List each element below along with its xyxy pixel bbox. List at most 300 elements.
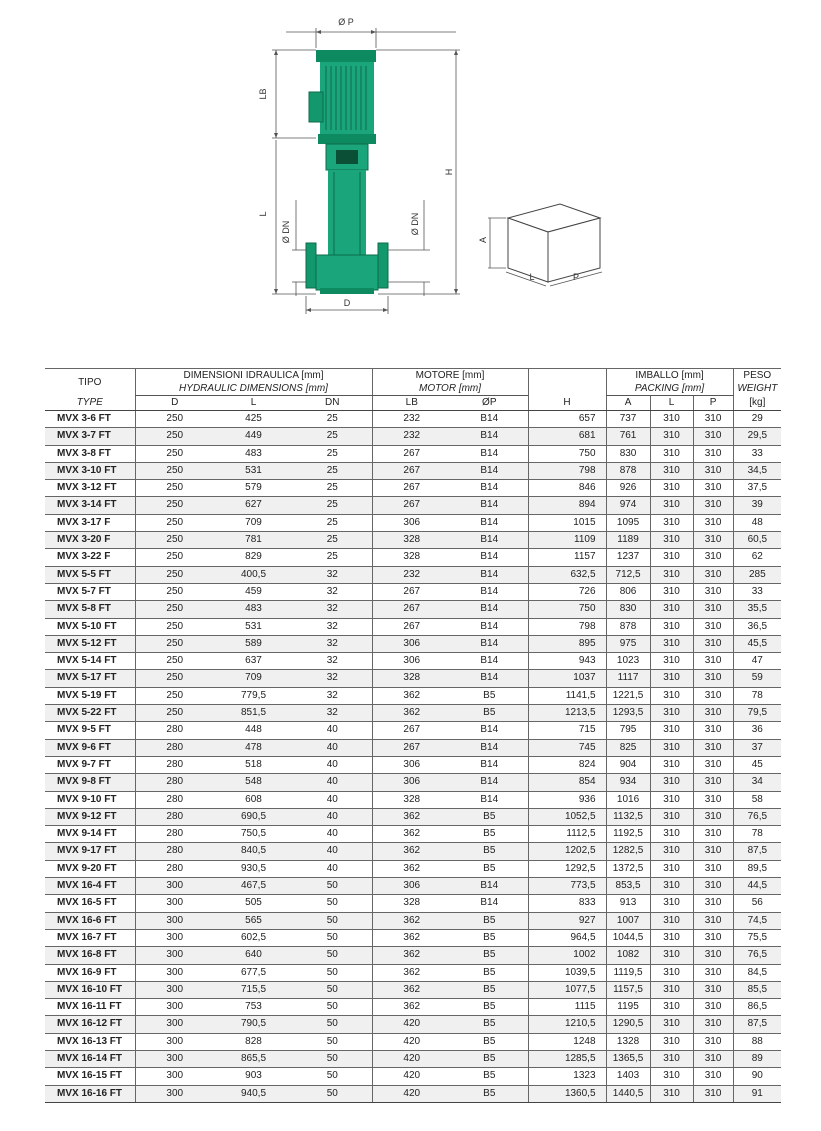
cell-kg: 78 <box>733 826 781 843</box>
cell-d: 300 <box>135 1016 214 1033</box>
cell-dn: 32 <box>293 653 372 670</box>
cell-p-motor: B14 <box>451 549 528 566</box>
cell-l: 400,5 <box>214 566 293 583</box>
cell-l-pack: 310 <box>650 445 693 462</box>
cell-l-pack: 310 <box>650 514 693 531</box>
cell-h: 833 <box>528 895 606 912</box>
cell-type: MVX 5-19 FT <box>45 687 135 704</box>
cell-p-motor: B14 <box>451 497 528 514</box>
table-row <box>45 549 781 566</box>
cell-p-motor: B14 <box>451 774 528 791</box>
cell-lb: 267 <box>372 583 451 600</box>
cell-type: MVX 16-11 FT <box>45 999 135 1016</box>
cell-p-motor: B14 <box>451 532 528 549</box>
cell-kg: 74,5 <box>733 912 781 929</box>
cell-lb: 267 <box>372 480 451 497</box>
table-row <box>45 964 781 981</box>
cell-l-pack: 310 <box>650 670 693 687</box>
cell-d: 280 <box>135 826 214 843</box>
cell-l-pack: 310 <box>650 964 693 981</box>
header-peso: PESO <box>733 369 781 383</box>
cell-type: MVX 16-16 FT <box>45 1085 135 1102</box>
cell-d: 280 <box>135 791 214 808</box>
cell-type: MVX 5-7 FT <box>45 583 135 600</box>
cell-l-pack: 310 <box>650 929 693 946</box>
cell-l-pack: 310 <box>650 739 693 756</box>
terminal-box <box>309 92 323 122</box>
cell-kg: 62 <box>733 549 781 566</box>
cell-a: 1044,5 <box>606 929 650 946</box>
cell-l: 750,5 <box>214 826 293 843</box>
cell-d: 280 <box>135 774 214 791</box>
cell-lb: 306 <box>372 756 451 773</box>
cell-a: 1189 <box>606 532 650 549</box>
packing-box <box>508 204 600 282</box>
cell-a: 1195 <box>606 999 650 1016</box>
col-d: D <box>135 396 214 411</box>
cell-h: 750 <box>528 601 606 618</box>
dimensions-table <box>45 368 781 1103</box>
cell-dn: 32 <box>293 566 372 583</box>
cell-p-motor: B14 <box>451 462 528 479</box>
cell-dn: 50 <box>293 1068 372 1085</box>
table-row <box>45 722 781 739</box>
cell-d: 280 <box>135 808 214 825</box>
cell-a: 761 <box>606 428 650 445</box>
cell-h: 1248 <box>528 1033 606 1050</box>
cell-h: 1052,5 <box>528 808 606 825</box>
col-p-motor: ØP <box>451 396 528 411</box>
cell-p-pack: 310 <box>693 583 733 600</box>
cell-p-motor: B14 <box>451 791 528 808</box>
cell-l-pack: 310 <box>650 566 693 583</box>
cell-kg: 76,5 <box>733 808 781 825</box>
cell-type: MVX 9-12 FT <box>45 808 135 825</box>
cell-p-motor: B14 <box>451 895 528 912</box>
cell-p-motor: B5 <box>451 705 528 722</box>
cell-type: MVX 16-5 FT <box>45 895 135 912</box>
cell-a: 737 <box>606 411 650 428</box>
cell-h: 1115 <box>528 999 606 1016</box>
cell-l: 627 <box>214 497 293 514</box>
cell-type: MVX 16-14 FT <box>45 1050 135 1067</box>
cell-d: 280 <box>135 739 214 756</box>
box-label-a: A <box>478 236 488 244</box>
cell-l-pack: 310 <box>650 635 693 652</box>
cell-p-motor: B14 <box>451 411 528 428</box>
cell-d: 300 <box>135 964 214 981</box>
cell-type: MVX 3-10 FT <box>45 462 135 479</box>
pump-dimension-drawing <box>0 0 821 340</box>
table-row <box>45 791 781 808</box>
cell-lb: 306 <box>372 774 451 791</box>
cell-p-pack: 310 <box>693 739 733 756</box>
cell-dn: 50 <box>293 1050 372 1067</box>
cell-d: 280 <box>135 722 214 739</box>
cell-kg: 44,5 <box>733 878 781 895</box>
cell-d: 300 <box>135 929 214 946</box>
cell-p-motor: B5 <box>451 981 528 998</box>
table-row <box>45 774 781 791</box>
cell-kg: 85,5 <box>733 981 781 998</box>
cell-p-motor: B5 <box>451 808 528 825</box>
cell-p-pack: 310 <box>693 445 733 462</box>
cell-lb: 362 <box>372 843 451 860</box>
cell-l: 840,5 <box>214 843 293 860</box>
cell-lb: 420 <box>372 1085 451 1102</box>
cell-h: 1112,5 <box>528 826 606 843</box>
cell-p-motor: B5 <box>451 999 528 1016</box>
table-row <box>45 895 781 912</box>
label-lb: LB <box>258 88 268 100</box>
cell-h: 1037 <box>528 670 606 687</box>
cell-h: 1109 <box>528 532 606 549</box>
cell-p-pack: 310 <box>693 1068 733 1085</box>
cell-p-pack: 310 <box>693 1050 733 1067</box>
table-row <box>45 618 781 635</box>
cell-l: 531 <box>214 618 293 635</box>
cell-p-pack: 310 <box>693 411 733 428</box>
cell-type: MVX 16-6 FT <box>45 912 135 929</box>
cell-a: 1117 <box>606 670 650 687</box>
cell-p-pack: 310 <box>693 549 733 566</box>
table-row <box>45 1085 781 1102</box>
cell-d: 250 <box>135 601 214 618</box>
cell-a: 853,5 <box>606 878 650 895</box>
cell-d: 250 <box>135 635 214 652</box>
cell-p-pack: 310 <box>693 895 733 912</box>
cell-h: 894 <box>528 497 606 514</box>
cell-a: 1119,5 <box>606 964 650 981</box>
cell-p-pack: 310 <box>693 981 733 998</box>
cell-p-pack: 310 <box>693 826 733 843</box>
cell-p-pack: 310 <box>693 670 733 687</box>
cell-l-pack: 310 <box>650 843 693 860</box>
cell-type: MVX 16-13 FT <box>45 1033 135 1050</box>
cell-a: 712,5 <box>606 566 650 583</box>
table-row <box>45 462 781 479</box>
cell-kg: 37,5 <box>733 480 781 497</box>
cell-h: 964,5 <box>528 929 606 946</box>
cell-a: 975 <box>606 635 650 652</box>
cell-type: MVX 5-10 FT <box>45 618 135 635</box>
cell-d: 300 <box>135 999 214 1016</box>
cell-kg: 89,5 <box>733 860 781 877</box>
cell-type: MVX 9-20 FT <box>45 860 135 877</box>
cell-kg: 47 <box>733 653 781 670</box>
cell-h: 895 <box>528 635 606 652</box>
cell-d: 250 <box>135 583 214 600</box>
cell-l-pack: 310 <box>650 878 693 895</box>
cell-lb: 328 <box>372 791 451 808</box>
cell-lb: 267 <box>372 739 451 756</box>
cell-kg: 33 <box>733 583 781 600</box>
cell-l-pack: 310 <box>650 411 693 428</box>
cell-dn: 32 <box>293 670 372 687</box>
cell-a: 795 <box>606 722 650 739</box>
cell-a: 1023 <box>606 653 650 670</box>
cell-dn: 50 <box>293 929 372 946</box>
table-row <box>45 532 781 549</box>
cell-d: 300 <box>135 947 214 964</box>
cell-h: 681 <box>528 428 606 445</box>
table-row <box>45 878 781 895</box>
cell-p-motor: B14 <box>451 445 528 462</box>
table-row <box>45 480 781 497</box>
table-row <box>45 687 781 704</box>
cell-dn: 50 <box>293 912 372 929</box>
cell-l-pack: 310 <box>650 791 693 808</box>
cell-a: 1192,5 <box>606 826 650 843</box>
cell-lb: 362 <box>372 947 451 964</box>
cell-lb: 267 <box>372 445 451 462</box>
cell-a: 913 <box>606 895 650 912</box>
cell-p-pack: 310 <box>693 1033 733 1050</box>
cell-d: 250 <box>135 618 214 635</box>
cell-d: 250 <box>135 514 214 531</box>
cell-type: MVX 9-6 FT <box>45 739 135 756</box>
cell-dn: 40 <box>293 722 372 739</box>
cell-a: 1372,5 <box>606 860 650 877</box>
cell-h: 1039,5 <box>528 964 606 981</box>
cell-dn: 50 <box>293 981 372 998</box>
coupling-window <box>336 150 358 164</box>
cell-dn: 40 <box>293 843 372 860</box>
cell-type: MVX 3-17 F <box>45 514 135 531</box>
cell-type: MVX 5-17 FT <box>45 670 135 687</box>
cell-l: 828 <box>214 1033 293 1050</box>
cell-p-motor: B5 <box>451 1068 528 1085</box>
cell-l-pack: 310 <box>650 722 693 739</box>
table-row <box>45 756 781 773</box>
cell-dn: 50 <box>293 1016 372 1033</box>
cell-p-pack: 310 <box>693 791 733 808</box>
table-row <box>45 808 781 825</box>
cell-d: 250 <box>135 497 214 514</box>
cell-dn: 40 <box>293 808 372 825</box>
cell-p-motor: B5 <box>451 1016 528 1033</box>
cell-lb: 362 <box>372 929 451 946</box>
cell-p-motor: B14 <box>451 653 528 670</box>
cell-h: 846 <box>528 480 606 497</box>
cell-l-pack: 310 <box>650 981 693 998</box>
table-row <box>45 1068 781 1085</box>
cell-l-pack: 310 <box>650 808 693 825</box>
cell-l-pack: 310 <box>650 774 693 791</box>
cell-dn: 32 <box>293 705 372 722</box>
cell-kg: 35,5 <box>733 601 781 618</box>
cell-l-pack: 310 <box>650 1085 693 1102</box>
cell-l: 425 <box>214 411 293 428</box>
cell-p-pack: 310 <box>693 653 733 670</box>
cell-kg: 45 <box>733 756 781 773</box>
cell-p-motor: B14 <box>451 583 528 600</box>
cell-l-pack: 310 <box>650 756 693 773</box>
cell-l: 781 <box>214 532 293 549</box>
col-l: L <box>214 396 293 411</box>
cell-kg: 87,5 <box>733 1016 781 1033</box>
cell-lb: 420 <box>372 1016 451 1033</box>
cell-l: 483 <box>214 445 293 462</box>
pump-foot <box>320 288 374 294</box>
cell-type: MVX 9-14 FT <box>45 826 135 843</box>
cell-lb: 362 <box>372 687 451 704</box>
cell-d: 250 <box>135 670 214 687</box>
cell-p-pack: 310 <box>693 705 733 722</box>
cell-kg: 45,5 <box>733 635 781 652</box>
cell-d: 250 <box>135 687 214 704</box>
cell-h: 1002 <box>528 947 606 964</box>
cell-kg: 78 <box>733 687 781 704</box>
cell-d: 250 <box>135 445 214 462</box>
cell-p-pack: 310 <box>693 618 733 635</box>
cell-l: 483 <box>214 601 293 618</box>
col-p-pack: P <box>693 396 733 411</box>
cell-kg: 56 <box>733 895 781 912</box>
cell-kg: 79,5 <box>733 705 781 722</box>
table-row <box>45 411 781 428</box>
label-dn-right: Ø DN <box>410 212 420 236</box>
cell-d: 250 <box>135 411 214 428</box>
cell-a: 878 <box>606 462 650 479</box>
cell-dn: 25 <box>293 428 372 445</box>
label-p: Ø P <box>338 17 354 27</box>
cell-h: 1202,5 <box>528 843 606 860</box>
cell-p-pack: 310 <box>693 929 733 946</box>
cell-l-pack: 310 <box>650 1050 693 1067</box>
cell-a: 1082 <box>606 947 650 964</box>
cell-l-pack: 310 <box>650 999 693 1016</box>
cell-p-pack: 310 <box>693 514 733 531</box>
cell-p-motor: B5 <box>451 912 528 929</box>
cell-l: 602,5 <box>214 929 293 946</box>
cell-l: 677,5 <box>214 964 293 981</box>
cell-d: 300 <box>135 1050 214 1067</box>
table-row <box>45 947 781 964</box>
cell-dn: 50 <box>293 999 372 1016</box>
outlet-flange <box>378 243 388 288</box>
cell-dn: 50 <box>293 878 372 895</box>
cell-a: 934 <box>606 774 650 791</box>
cell-dn: 40 <box>293 756 372 773</box>
cell-type: MVX 5-14 FT <box>45 653 135 670</box>
cell-type: MVX 16-15 FT <box>45 1068 135 1085</box>
cell-l: 478 <box>214 739 293 756</box>
cell-type: MVX 16-7 FT <box>45 929 135 946</box>
cell-h: 1292,5 <box>528 860 606 877</box>
cell-h: 726 <box>528 583 606 600</box>
cell-h: 927 <box>528 912 606 929</box>
cell-type: MVX 9-10 FT <box>45 791 135 808</box>
label-h: H <box>444 168 454 176</box>
cell-kg: 34 <box>733 774 781 791</box>
cell-d: 250 <box>135 653 214 670</box>
cell-lb: 420 <box>372 1068 451 1085</box>
cell-p-pack: 310 <box>693 947 733 964</box>
cell-p-motor: B5 <box>451 687 528 704</box>
cell-p-pack: 310 <box>693 497 733 514</box>
cell-kg: 88 <box>733 1033 781 1050</box>
cell-type: MVX 3-22 F <box>45 549 135 566</box>
cell-p-motor: B5 <box>451 964 528 981</box>
cell-type: MVX 9-5 FT <box>45 722 135 739</box>
header-type: TYPE <box>45 396 135 411</box>
cell-l-pack: 310 <box>650 826 693 843</box>
cell-l: 829 <box>214 549 293 566</box>
cell-l: 505 <box>214 895 293 912</box>
cell-h: 773,5 <box>528 878 606 895</box>
cell-dn: 40 <box>293 739 372 756</box>
cell-type: MVX 3-7 FT <box>45 428 135 445</box>
cell-p-pack: 310 <box>693 808 733 825</box>
cell-lb: 306 <box>372 514 451 531</box>
table-row <box>45 843 781 860</box>
cell-type: MVX 16-4 FT <box>45 878 135 895</box>
table-row <box>45 1033 781 1050</box>
cell-l-pack: 310 <box>650 549 693 566</box>
cell-l-pack: 310 <box>650 860 693 877</box>
cell-a: 1095 <box>606 514 650 531</box>
cell-h: 936 <box>528 791 606 808</box>
cell-type: MVX 5-12 FT <box>45 635 135 652</box>
cell-a: 926 <box>606 480 650 497</box>
cell-l-pack: 310 <box>650 583 693 600</box>
cell-dn: 50 <box>293 1085 372 1102</box>
cell-dn: 25 <box>293 445 372 462</box>
col-a: A <box>606 396 650 411</box>
cell-lb: 362 <box>372 999 451 1016</box>
cell-l-pack: 310 <box>650 618 693 635</box>
cell-kg: 76,5 <box>733 947 781 964</box>
cell-l: 548 <box>214 774 293 791</box>
box-label-l: L <box>529 272 535 282</box>
cell-dn: 50 <box>293 947 372 964</box>
cell-d: 300 <box>135 1033 214 1050</box>
table-row <box>45 705 781 722</box>
cell-kg: 34,5 <box>733 462 781 479</box>
table-row <box>45 514 781 531</box>
cell-p-pack: 310 <box>693 428 733 445</box>
cell-lb: 306 <box>372 635 451 652</box>
cell-p-motor: B14 <box>451 480 528 497</box>
cell-lb: 306 <box>372 878 451 895</box>
cell-kg: 89 <box>733 1050 781 1067</box>
table-body <box>45 411 781 1103</box>
cell-l-pack: 310 <box>650 480 693 497</box>
cell-d: 280 <box>135 756 214 773</box>
cell-a: 1282,5 <box>606 843 650 860</box>
table-row <box>45 601 781 618</box>
cell-type: MVX 3-14 FT <box>45 497 135 514</box>
cell-lb: 232 <box>372 411 451 428</box>
cell-l-pack: 310 <box>650 912 693 929</box>
cell-l: 709 <box>214 514 293 531</box>
box-label-p: P <box>572 272 580 282</box>
cell-p-pack: 310 <box>693 687 733 704</box>
cell-type: MVX 3-8 FT <box>45 445 135 462</box>
cell-h: 715 <box>528 722 606 739</box>
cell-l: 779,5 <box>214 687 293 704</box>
cell-kg: 90 <box>733 1068 781 1085</box>
cell-kg: 87,5 <box>733 843 781 860</box>
pump-base <box>316 255 378 290</box>
cell-h: 750 <box>528 445 606 462</box>
label-dn-left: Ø DN <box>281 220 291 244</box>
cell-l: 467,5 <box>214 878 293 895</box>
cell-d: 250 <box>135 532 214 549</box>
cell-a: 1132,5 <box>606 808 650 825</box>
cell-a: 974 <box>606 497 650 514</box>
